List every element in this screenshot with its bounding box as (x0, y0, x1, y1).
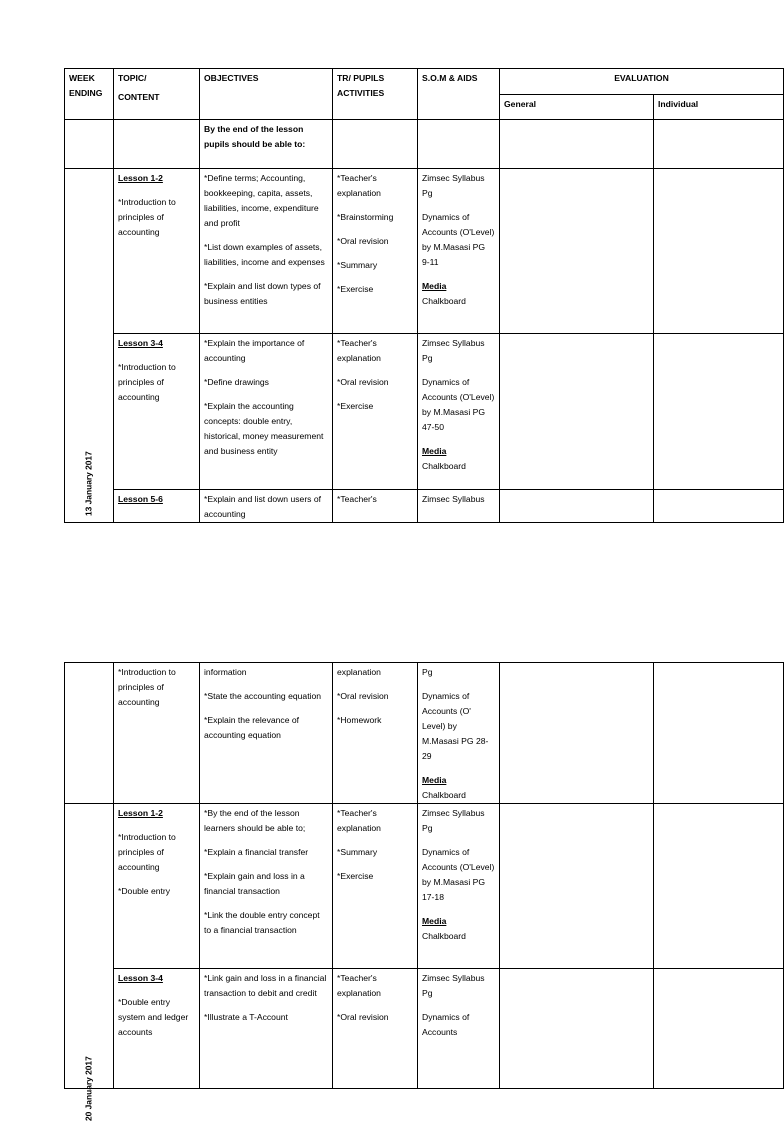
header-activities: TR/ PUPILS ACTIVITIES (333, 69, 418, 120)
objective-item: *Define terms; Accounting, bookkeeping, capita, assets, liabilities, income, expenditure and profit (204, 173, 319, 228)
objective-item: *Define drawings (204, 377, 269, 387)
evaluation-individual-cell (654, 663, 784, 804)
header-week-ending: WEEK ENDING (65, 69, 114, 120)
evaluation-individual-cell (654, 490, 784, 523)
header-evaluation: EVALUATION (500, 69, 784, 95)
objective-item: *Explain the relevance of accounting equation (204, 715, 300, 740)
som-item: Dynamics of Accounts (O' Level) by M.Masasi PG 28-29 (422, 691, 489, 761)
evaluation-general-cell (500, 169, 654, 334)
som-item: Zimsec Syllabus Pg (422, 173, 485, 198)
activity-item: *Teacher's explanation (337, 973, 381, 998)
activity-item: *Teacher's (337, 494, 377, 504)
header-objectives: OBJECTIVES (200, 69, 333, 120)
scheme-table-page-1 (64, 68, 784, 523)
week-ending-cell (65, 804, 114, 1121)
activity-item: *Homework (337, 715, 382, 725)
objective-item: *Illustrate a T-Account (204, 1012, 288, 1022)
objective-item: *State the accounting equation (204, 691, 322, 701)
topic-cell (114, 969, 200, 1089)
scheme-table-page-2 (64, 662, 784, 1121)
activity-item: *Brainstorming (337, 212, 394, 222)
activities-cell (333, 490, 418, 523)
objective-item: *Explain and list down users of accounting (204, 494, 322, 519)
activity-item: *Oral revision (337, 236, 389, 246)
objective-item: *Link the double entry concept to a financial transaction (204, 910, 320, 935)
evaluation-general-cell (500, 490, 654, 523)
objectives-cell (200, 490, 333, 523)
header-general: General (500, 95, 654, 120)
media-label: Media (422, 281, 447, 291)
lesson-title: Lesson 3-4 (118, 338, 163, 348)
som-cell (418, 804, 500, 969)
topic-text: *Double entry (118, 886, 171, 896)
activities-cell (333, 169, 418, 334)
objectives-cell (200, 169, 333, 334)
lesson-title: Lesson 1-2 (118, 808, 163, 818)
empty-cell (333, 120, 418, 169)
objective-item: *Link gain and loss in a financial transaction to debit and credit (204, 973, 327, 998)
lesson-title: Lesson 1-2 (118, 173, 163, 183)
evaluation-general-cell (500, 334, 654, 490)
lesson-row (65, 490, 784, 523)
evaluation-general-cell (500, 663, 654, 804)
objective-item: *Explain the importance of accounting (204, 338, 305, 363)
header-topic-line2: CONTENT (118, 92, 160, 102)
empty-cell (654, 120, 784, 169)
som-cell (418, 663, 500, 804)
empty-cell (65, 120, 114, 169)
objective-item: information (204, 667, 247, 677)
objective-item: *List down examples of assets, liabilities, income and expenses (204, 242, 325, 267)
media-value: Chalkboard (422, 790, 466, 800)
som-item: Zimsec Syllabus Pg (422, 338, 485, 363)
empty-cell (114, 120, 200, 169)
empty-cell (500, 120, 654, 169)
topic-text: *Double entry system and ledger accounts (118, 997, 189, 1037)
activity-item: *Summary (337, 260, 378, 270)
media-label: Media (422, 775, 447, 785)
topic-cell (114, 169, 200, 334)
lesson-row (65, 804, 784, 969)
activity-item: *Teacher's explanation (337, 173, 381, 198)
topic-text: *Introduction to principles of accounting (118, 667, 176, 707)
activity-item: *Oral revision (337, 1012, 389, 1022)
topic-cell (114, 663, 200, 804)
lesson-title: Lesson 3-4 (118, 973, 163, 983)
activity-item: *Exercise (337, 401, 374, 411)
continued-row (65, 663, 784, 804)
evaluation-individual-cell (654, 804, 784, 969)
objective-item: *Explain the accounting concepts: double entry, historical, money measurement and business entity (204, 401, 324, 456)
som-item: Zimsec Syllabus Pg (422, 808, 485, 833)
intro-objective: By the end of the lesson pupils should be able to: (200, 120, 333, 169)
media-value: Chalkboard (422, 296, 466, 306)
som-cell (418, 169, 500, 334)
evaluation-individual-cell (654, 969, 784, 1089)
som-cell (418, 334, 500, 490)
topic-cell (114, 804, 200, 969)
empty-cell (418, 120, 500, 169)
som-cell (418, 490, 500, 523)
lesson-plan-page-2 (64, 662, 783, 1121)
lesson-title: Lesson 5-6 (118, 494, 163, 504)
activities-cell (333, 804, 418, 969)
activity-item: explanation (337, 667, 381, 677)
media-value: Chalkboard (422, 461, 466, 471)
som-item: Zimsec Syllabus (422, 494, 485, 504)
media-value: Chalkboard (422, 931, 466, 941)
header-topic-content (114, 69, 200, 120)
som-item: Dynamics of Accounts (O'Level) by M.Masasi PG 17-18 (422, 847, 495, 902)
week-ending-cell (65, 663, 114, 804)
topic-cell (114, 334, 200, 490)
activity-item: *Summary (337, 847, 378, 857)
activity-item: *Exercise (337, 284, 374, 294)
objectives-cell (200, 663, 333, 804)
media-label: Media (422, 446, 447, 456)
lesson-row (65, 969, 784, 1089)
objective-item: *Explain gain and loss in a financial transaction (204, 871, 305, 896)
activities-cell (333, 334, 418, 490)
lesson-row (65, 334, 784, 490)
header-individual: Individual (654, 95, 784, 120)
week-label: 13 January 2017 (83, 451, 94, 516)
lesson-row (65, 169, 784, 334)
som-cell (418, 969, 500, 1089)
activity-item: *Exercise (337, 871, 374, 881)
topic-text: *Introduction to principles of accounting (118, 832, 176, 872)
week-label: 20 January 2017 (83, 1056, 94, 1121)
som-item: Pg (422, 667, 433, 677)
som-item: Dynamics of Accounts (O'Level) by M.Masasi PG 9-11 (422, 212, 495, 267)
activity-item: *Teacher's explanation (337, 808, 381, 833)
objective-item: *By the end of the lesson learners should be able to; (204, 808, 306, 833)
activity-item: *Oral revision (337, 377, 389, 387)
objective-item: *Explain and list down types of business entities (204, 281, 321, 306)
evaluation-general-cell (500, 969, 654, 1089)
objectives-cell (200, 969, 333, 1089)
header-topic-line1: TOPIC/ (118, 73, 147, 83)
evaluation-individual-cell (654, 334, 784, 490)
objectives-cell (200, 334, 333, 490)
topic-cell (114, 490, 200, 523)
topic-text: *Introduction to principles of accounting (118, 197, 176, 237)
objective-item: *Explain a financial transfer (204, 847, 309, 857)
evaluation-individual-cell (654, 169, 784, 334)
week-ending-cell (65, 169, 114, 523)
activities-cell (333, 663, 418, 804)
som-item: Zimsec Syllabus Pg (422, 973, 485, 998)
som-item: Dynamics of Accounts (O'Level) by M.Masasi PG 47-50 (422, 377, 495, 432)
header-som-aids: S.O.M & AIDS (418, 69, 500, 120)
topic-text: *Introduction to principles of accounting (118, 362, 176, 402)
objectives-cell (200, 804, 333, 969)
lesson-plan-page-1 (64, 68, 783, 523)
media-label: Media (422, 916, 447, 926)
evaluation-general-cell (500, 804, 654, 969)
activity-item: *Teacher's explanation (337, 338, 381, 363)
som-item: Dynamics of Accounts (422, 1012, 470, 1037)
activity-item: *Oral revision (337, 691, 389, 701)
activities-cell (333, 969, 418, 1089)
